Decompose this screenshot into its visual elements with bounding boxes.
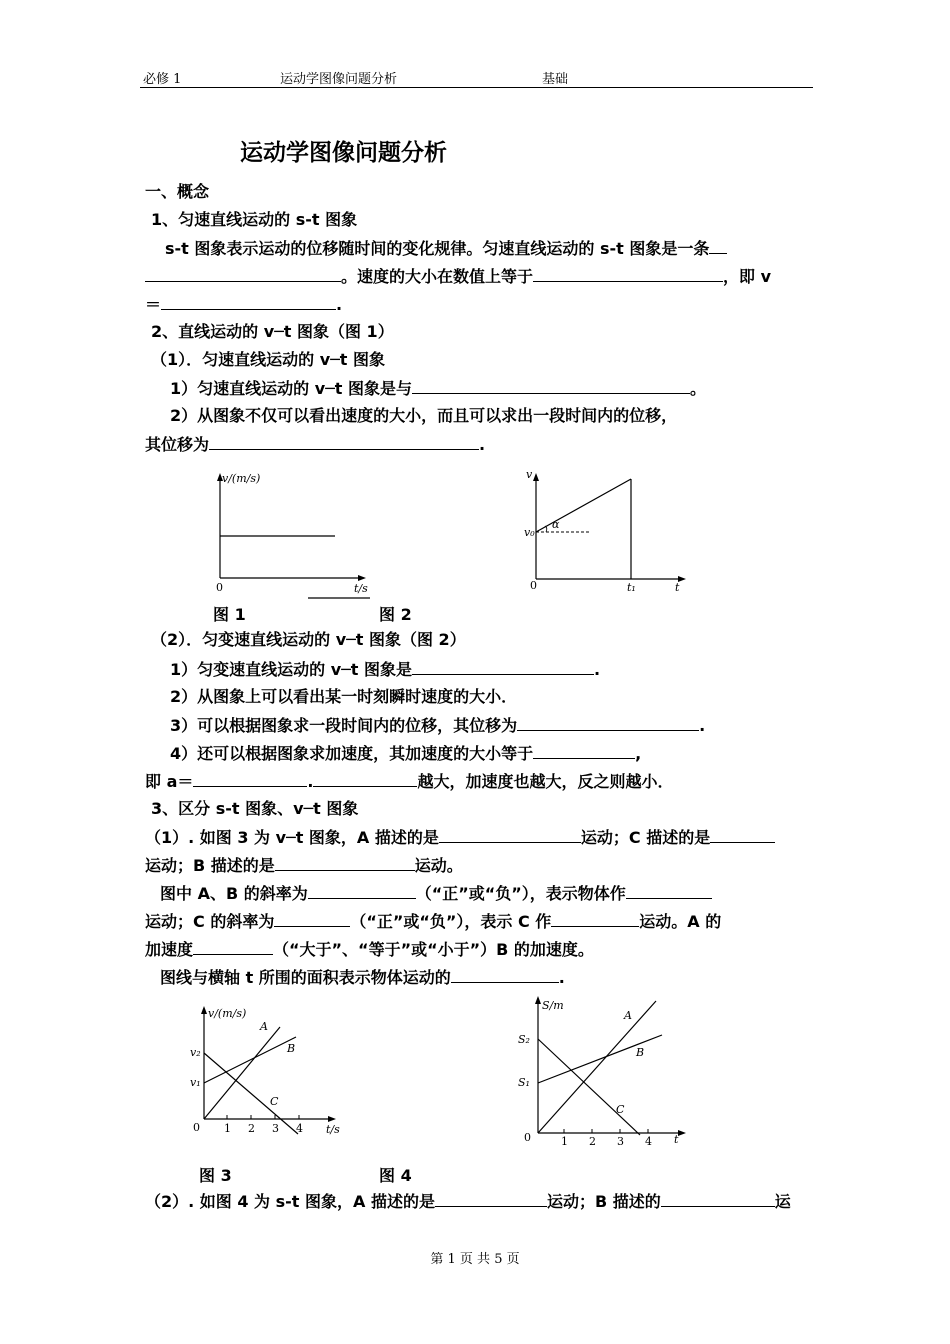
blank — [451, 967, 559, 983]
text-span: 4）还可以根据图象求加速度，其加速度的大小等于 — [170, 744, 534, 763]
label-A: A — [624, 1009, 632, 1022]
text-span: . — [479, 435, 486, 454]
text-span: 运动；C 描述的是 — [580, 828, 711, 847]
figure-4 — [510, 995, 700, 1148]
text-span: 越大，加速度也越大，反之则越小． — [417, 772, 674, 791]
blank — [626, 883, 712, 899]
text-span: 加速度 — [145, 940, 194, 959]
blank — [193, 771, 307, 787]
text-line — [165, 238, 727, 259]
text-line — [160, 967, 565, 988]
text-span: 。 — [690, 379, 707, 398]
text-span: . — [336, 295, 343, 314]
text-line: 2）从图象不仅可以看出速度的大小，而且可以求出一段时间内的位移， — [170, 406, 678, 425]
x-mark: t — [675, 581, 680, 594]
y-label: v/(m/s) — [222, 472, 261, 485]
blank — [275, 855, 415, 871]
caption-fig3: 图 3 — [199, 1166, 232, 1185]
text-line — [170, 378, 706, 399]
label-A: A — [260, 1020, 268, 1033]
origin-label: 0 — [193, 1121, 200, 1134]
blank — [313, 771, 417, 787]
caption-fig2: 图 2 — [379, 605, 412, 624]
blank — [517, 715, 699, 731]
text-span: （“正”或“负”），表示 C 作 — [350, 912, 552, 931]
text-span: 图线与横轴 t 所围的面积表示物体运动的 — [160, 968, 451, 987]
s2-label: S₂ — [518, 1033, 530, 1046]
t1-label: t₁ — [627, 581, 636, 594]
text-span: 运动。A 的 — [639, 912, 722, 931]
origin-label: 0 — [216, 581, 223, 594]
text-span: （“大于”、“等于”或“小于”）B 的加速度。 — [273, 940, 594, 959]
text-span: 即 a＝ — [145, 772, 194, 791]
blank — [661, 1191, 775, 1207]
text-span: . — [558, 968, 565, 987]
line-C — [538, 1039, 640, 1135]
text-span: 图中 A、B 的斜率为 — [160, 884, 308, 903]
text-span: 。速度的大小在数值上等于 — [341, 267, 534, 286]
y-arrow — [535, 996, 541, 1004]
subsection-st: 1、匀速直线运动的 s-t 图象 — [151, 210, 358, 229]
text-span: . — [699, 716, 706, 735]
line-A — [204, 1027, 280, 1119]
figure-2 — [520, 465, 690, 595]
x-arrow — [678, 1130, 686, 1136]
blank — [161, 294, 336, 310]
tick-label: 3 — [272, 1122, 279, 1135]
text-span: . — [307, 772, 314, 791]
text-span: 运动；C 的斜率为 — [145, 912, 275, 931]
blank — [412, 659, 594, 675]
text-span: ，即 v — [723, 267, 772, 286]
blank — [274, 911, 350, 927]
x-label: t/s — [326, 1123, 340, 1136]
v0-label: v₀ — [524, 526, 535, 539]
header-book: 必修 1 — [143, 72, 182, 87]
blank — [710, 827, 775, 843]
blank — [209, 434, 479, 450]
tick-label: 1 — [224, 1122, 231, 1135]
line-B — [204, 1037, 296, 1083]
text-line — [145, 1191, 791, 1212]
text-span: , — [635, 744, 642, 763]
blank — [412, 378, 690, 394]
y-arrow — [201, 1006, 207, 1014]
text-line — [145, 434, 485, 455]
s1-label: S₁ — [518, 1076, 530, 1089]
text-span: 1）匀速直线运动的 v─t 图象是与 — [170, 379, 412, 398]
text-line — [160, 883, 712, 904]
header-topic: 运动学图像问题分析 — [280, 72, 398, 87]
y-label: S/m — [542, 999, 564, 1012]
text-span: 运动。 — [414, 856, 463, 875]
page-title: 运动学图像问题分析 — [240, 140, 447, 166]
tick-label: 3 — [617, 1135, 624, 1148]
blank — [145, 266, 341, 282]
blank — [533, 743, 635, 759]
text-line — [145, 827, 775, 848]
x-label: t — [674, 1133, 679, 1146]
text-line — [145, 771, 673, 792]
text-span: 运动；B 描述的 — [546, 1192, 661, 1211]
text-span: s-t 图象表示运动的位移随时间的变化规律。匀速直线运动的 s-t 图象是一条 — [165, 239, 710, 258]
line-A — [538, 1001, 656, 1133]
figure-1 — [200, 470, 400, 600]
blank — [551, 911, 639, 927]
velocity-line — [536, 479, 631, 532]
section-concept: 一、概念 — [145, 182, 210, 201]
x-label: t/s — [354, 582, 368, 595]
text-span: 3）可以根据图象求一段时间内的位移，其位移为 — [170, 716, 518, 735]
text-span: ＝ — [145, 295, 162, 314]
text-line: 2）从图象上可以看出某一时刻瞬时速度的大小． — [170, 687, 518, 706]
text-line — [170, 743, 641, 764]
blank — [435, 1191, 547, 1207]
text-span: 运动；B 描述的是 — [145, 856, 275, 875]
text-span: . — [594, 660, 601, 679]
tick-label: 4 — [296, 1122, 303, 1135]
header-level: 基础 — [542, 72, 569, 87]
tick-label: 2 — [248, 1122, 255, 1135]
text-span: 运 — [774, 1192, 791, 1211]
page-footer: 第 1 页 共 5 页 — [430, 1252, 520, 1267]
text-line — [170, 659, 600, 680]
origin-label: 0 — [530, 579, 537, 592]
blank — [709, 238, 727, 254]
subsection-compare: 3、区分 s-t 图象、v─t 图象 — [151, 799, 359, 818]
text-span: 1）匀变速直线运动的 v─t 图象是 — [170, 660, 412, 679]
y-label: v/(m/s) — [208, 1007, 247, 1020]
label-C: C — [270, 1095, 279, 1108]
text-line — [145, 911, 721, 932]
figure-3 — [180, 1005, 360, 1145]
label-B: B — [636, 1046, 645, 1059]
y-label: v — [526, 468, 533, 481]
alpha-label: α — [552, 518, 560, 531]
v2-label: v₂ — [190, 1046, 201, 1059]
v1-label: v₁ — [190, 1076, 201, 1089]
text-line — [145, 294, 342, 315]
text-span: 其位移为 — [145, 435, 210, 454]
x-arrow — [358, 575, 366, 581]
x-arrow — [328, 1116, 336, 1122]
blank — [533, 266, 723, 282]
text-span: （1）. 如图 3 为 v─t 图象，A 描述的是 — [145, 828, 439, 847]
line-B — [538, 1035, 662, 1083]
blank — [439, 827, 581, 843]
text-line — [145, 939, 594, 960]
header-rule — [140, 87, 813, 88]
text-line — [145, 266, 771, 287]
label-B: B — [287, 1042, 296, 1055]
subsection-vt: 2、直线运动的 v─t 图象（图 1） — [151, 322, 394, 341]
label-C: C — [616, 1103, 625, 1116]
text-span: （2）. 如图 4 为 s-t 图象，A 描述的是 — [145, 1192, 435, 1211]
y-arrow — [533, 473, 539, 481]
caption-fig4: 图 4 — [379, 1166, 412, 1185]
text-line: （2）．匀变速直线运动的 v─t 图象（图 2） — [151, 630, 466, 649]
tick-label: 4 — [645, 1135, 652, 1148]
tick-label: 2 — [589, 1135, 596, 1148]
blank — [193, 939, 273, 955]
origin-label: 0 — [524, 1131, 531, 1144]
text-line: （1）．匀速直线运动的 v─t 图象 — [151, 350, 385, 369]
tick-label: 1 — [561, 1135, 568, 1148]
blank — [308, 883, 416, 899]
text-span: （“正”或“负”），表示物体作 — [415, 884, 626, 903]
text-line — [145, 855, 463, 876]
text-line — [170, 715, 705, 736]
caption-fig1: 图 1 — [213, 605, 246, 624]
